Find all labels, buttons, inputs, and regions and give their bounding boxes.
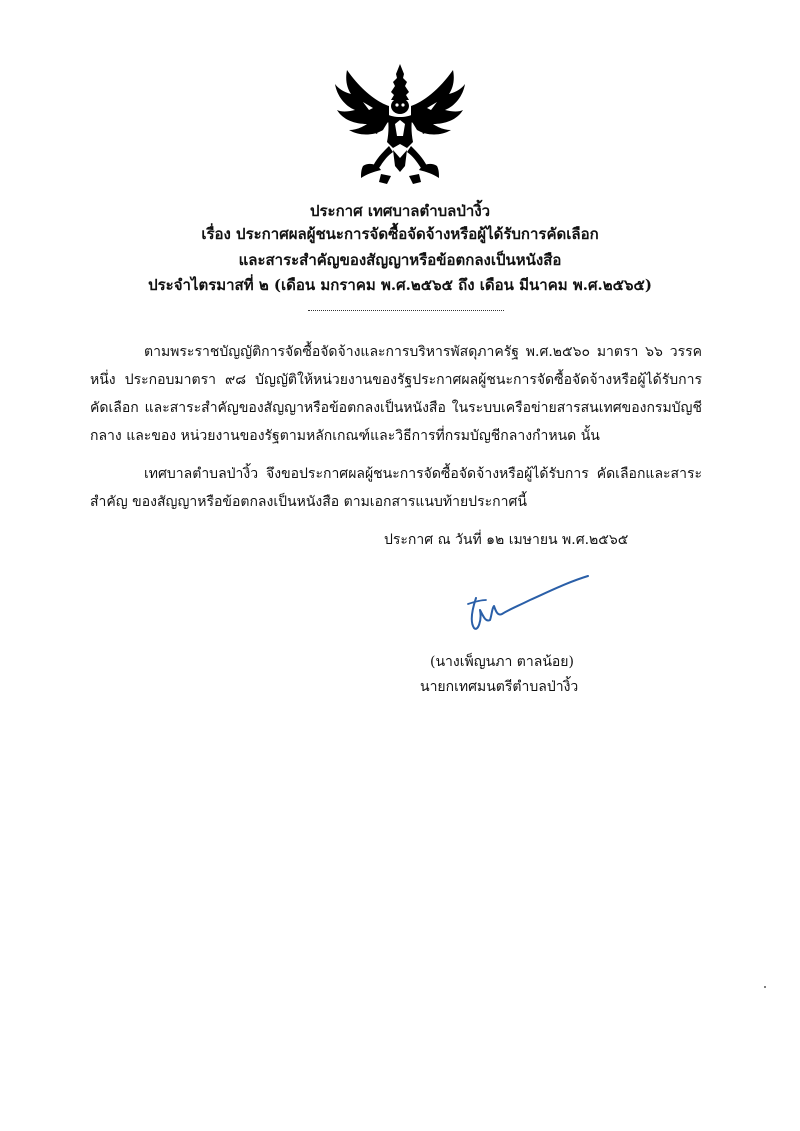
garuda-emblem-icon [333, 62, 467, 186]
announcement-period: ประจำไตรมาสที่ ๒ (เดือน มกราคม พ.ศ.๒๕๖๕ ถึง เดือน มีนาคม พ.ศ.๒๕๖๕) [148, 276, 652, 294]
announcement-date: ประกาศ ณ วันที่ ๑๒ เมษายน พ.ศ.๒๕๖๕ [384, 532, 629, 548]
announcement-issuer: ประกาศ เทศบาลตำบลป่างิ้ว [309, 202, 491, 220]
signer-title: นายกเทศมนตรีตำบลป่างิ้ว [420, 679, 579, 695]
handwritten-signature [458, 570, 598, 642]
dotted-divider [308, 310, 504, 311]
signer-name: (นางเพ็ญนภา ตาลน้อย) [430, 654, 574, 670]
announcement-subject: เรื่อง ประกาศผลผู้ชนะการจัดซื้อจัดจ้างหรือผู้ได้รับการคัดเลือก [201, 225, 599, 243]
body-paragraph-2: เทศบาลตำบลป่างิ้ว จึงขอประกาศผลผู้ชนะการจัดซื้อจัดจ้างหรือผู้ได้รับการ คัดเลือกและสาระสำคัญ ของสัญญาหรือข้อตกลงเป็นหนังสือ ตามเอกสารแนบท้ายประกาศนี้ [90, 466, 702, 510]
scan-speck [764, 986, 766, 988]
body-paragraph-1: ตามพระราชบัญญัติการจัดซื้อจัดจ้างและการบริหารพัสดุภาครัฐ พ.ศ.๒๕๖๐ มาตรา ๖๖ วรรคหนึ่ง ประกอบมาตรา ๙๘ บัญญัติให้หน่วยงานของรัฐประกาศผลผู้ชนะการจัดซื้อจัดจ้างหรือผู้ได้รับการ คัดเลือก และสาระสำคัญของสัญญาหรือข้อตกลงเป็นหนังสือ ในระบบเครือข่ายสารสนเทศของกรมบัญชีกลาง และของ หน่วยงานของรัฐตามหลักเกณฑ์และวิธีการที่กรมบัญชีกลางกำหนด นั้น [90, 344, 702, 444]
announcement-subject-cont: และสาระสำคัญของสัญญาหรือข้อตกลงเป็นหนังสือ [238, 251, 562, 269]
